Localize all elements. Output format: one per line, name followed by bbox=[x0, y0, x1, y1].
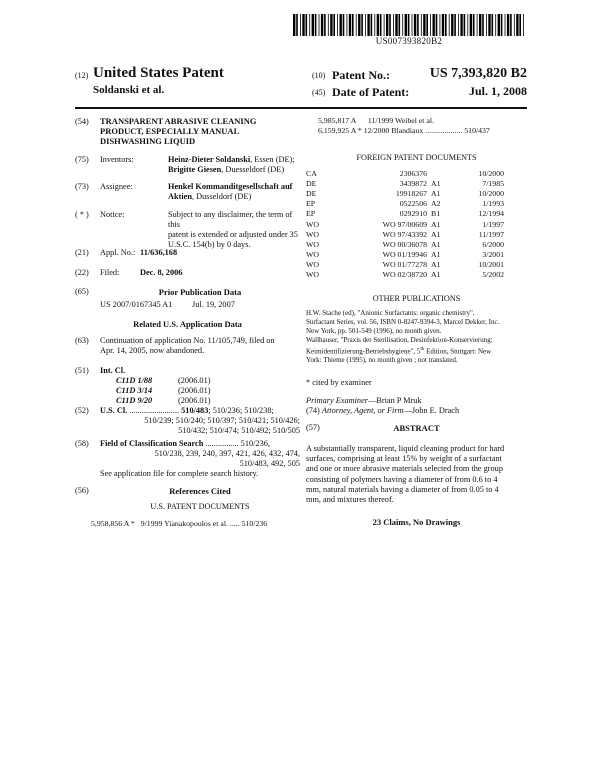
inventors-label: Inventors: bbox=[100, 155, 134, 164]
foreign-country: EP bbox=[306, 209, 316, 219]
field-74-code: (74) bbox=[306, 406, 320, 415]
int-cl-row bbox=[116, 386, 276, 396]
reference-inventor: Weibel et al. bbox=[394, 116, 434, 125]
other-publication-2 bbox=[306, 336, 527, 365]
assignee-value bbox=[168, 182, 300, 202]
field-of-search-label: Field of Classification Search bbox=[100, 439, 204, 448]
continuation-line-1: Continuation of application No. 11/105,749, filed on bbox=[100, 336, 275, 345]
foreign-date: 11/1997 bbox=[478, 229, 504, 239]
title-line-3: DISHWASHING LIQUID bbox=[100, 136, 196, 147]
other-pub-line: H.W. Stache (ed), "Anionic Surfactants: organic chemistry", bbox=[306, 309, 475, 317]
foreign-date: 6/2000 bbox=[482, 239, 504, 249]
code-10: (10) bbox=[312, 71, 326, 80]
foreign-kind: B1 bbox=[431, 209, 441, 219]
header-divider bbox=[75, 107, 527, 109]
patent-type-title: United States Patent bbox=[93, 65, 224, 81]
reference-date: 11/1999 bbox=[367, 116, 394, 125]
reference-date: 12/2000 bbox=[363, 126, 390, 135]
cited-by-examiner-note: * cited by examiner bbox=[306, 378, 372, 387]
field-21-code: (21) bbox=[75, 248, 89, 257]
us-cl-block bbox=[100, 406, 300, 436]
reference-class: 510/437 bbox=[464, 126, 490, 135]
us-cl-line-3: 510/432; 510/474; 510/492; 510/505 bbox=[178, 426, 300, 435]
attorney bbox=[306, 406, 459, 416]
us-patent-documents-heading: U.S. PATENT DOCUMENTS bbox=[150, 502, 250, 511]
foreign-date: 3/2001 bbox=[482, 250, 504, 260]
foreign-kind: A2 bbox=[431, 199, 441, 209]
reference-number: 5,985,817 bbox=[318, 116, 350, 125]
foreign-date: 5/2002 bbox=[482, 270, 504, 280]
foreign-number: WO 01/77278 bbox=[382, 260, 427, 270]
reference-leader: ..... bbox=[229, 519, 240, 528]
other-pub-line bbox=[306, 345, 527, 356]
abstract-line: surfaces, comprising at least 15% by weight of a surfactant bbox=[306, 454, 502, 464]
int-cl-version: (2006.01) bbox=[178, 396, 211, 405]
assignee-name-cont: Aktien bbox=[168, 192, 192, 201]
field-51-code: (51) bbox=[75, 366, 89, 375]
field-54-code: (54) bbox=[75, 117, 89, 126]
abstract-line: and one or more abrasive materials selected from the group bbox=[306, 464, 503, 474]
reference-cited-mark: * bbox=[130, 519, 135, 528]
int-cl-version: (2006.01) bbox=[178, 386, 211, 395]
foreign-country: WO bbox=[306, 270, 319, 280]
inventors-value bbox=[168, 155, 300, 175]
field-65-code: (65) bbox=[75, 287, 89, 296]
date-of-patent: Jul. 1, 2008 bbox=[468, 84, 527, 98]
foreign-country: WO bbox=[306, 239, 319, 249]
prior-publication-heading: Prior Publication Data bbox=[158, 287, 242, 297]
foreign-documents-table bbox=[306, 168, 504, 280]
foreign-document-row bbox=[306, 239, 504, 249]
foreign-kind: A1 bbox=[431, 260, 441, 270]
foreign-kind: A1 bbox=[431, 239, 441, 249]
primary-examiner-name: —Brian P Mruk bbox=[367, 396, 422, 405]
int-cl-row bbox=[116, 396, 276, 406]
foreign-kind: A1 bbox=[431, 188, 441, 198]
prior-publication-number: US 2007/0167345 A1 bbox=[100, 300, 173, 309]
foreign-document-row bbox=[306, 260, 504, 270]
foreign-number: WO 97/43392 bbox=[382, 229, 427, 239]
foreign-date: 10/2001 bbox=[478, 260, 504, 270]
field-73-code: (73) bbox=[75, 182, 89, 191]
field-58-code: (58) bbox=[75, 439, 89, 448]
patent-number-label: Patent No.: bbox=[332, 68, 390, 82]
assignee-label: Assignee: bbox=[100, 182, 133, 191]
int-cl-label: Int. Cl. bbox=[100, 366, 126, 375]
foreign-number: WO 00/36078 bbox=[382, 239, 427, 249]
date-of-patent-label: Date of Patent: bbox=[332, 85, 410, 99]
notice-code: ( * ) bbox=[75, 210, 89, 219]
foreign-number: 0292910 bbox=[399, 209, 427, 219]
foreign-date: 1/1993 bbox=[482, 199, 504, 209]
foreign-date: 10/2000 bbox=[478, 168, 504, 178]
reference-kind: A bbox=[123, 519, 129, 528]
foreign-kind bbox=[431, 168, 449, 178]
primary-examiner-label: Primary Examiner bbox=[306, 396, 368, 405]
other-pub-text: Keimidentifizierung-Betriebshygiene", 5 bbox=[306, 347, 421, 356]
field-52-code: (52) bbox=[75, 406, 89, 415]
inventor-2-name: Brigitte Giesen bbox=[168, 165, 222, 174]
foreign-document-row bbox=[306, 199, 504, 209]
primary-examiner bbox=[306, 396, 422, 406]
field-63-code: (63) bbox=[75, 336, 89, 345]
claims-summary: 23 Claims, No Drawings bbox=[372, 517, 461, 527]
foreign-document-row bbox=[306, 229, 504, 239]
document-number: US007393820B2 bbox=[375, 36, 443, 46]
reference-row bbox=[318, 126, 528, 136]
reference-cited-mark: * bbox=[357, 126, 362, 135]
field-56-code: (56) bbox=[75, 486, 89, 495]
int-cl-class: C11D 1/88 bbox=[116, 376, 153, 385]
notice-line-3: U.S.C. 154(b) by 0 days. bbox=[168, 240, 251, 249]
int-cl-row bbox=[116, 376, 276, 386]
int-cl-version: (2006.01) bbox=[178, 376, 211, 385]
foreign-country: WO bbox=[306, 219, 319, 229]
filed-value: Dec. 8, 2006 bbox=[140, 268, 183, 277]
foreign-kind: A1 bbox=[431, 229, 441, 239]
inventor-2-location: , Duesseldorf (DE) bbox=[221, 165, 285, 174]
reference-inventor: Yianakopoulos et al. bbox=[164, 519, 228, 528]
foreign-document-row bbox=[306, 168, 504, 178]
reference-class: 510/236 bbox=[241, 519, 268, 528]
abstract-line: consisting of polymers having a diameter of from 0.6 to 4 bbox=[306, 474, 498, 484]
appl-no-value: 11/636,168 bbox=[140, 248, 178, 257]
foreign-country: CA bbox=[306, 168, 317, 178]
field-of-search-line-2: 510/238, 239, 240, 397, 421, 426, 432, 474, bbox=[154, 449, 300, 458]
other-pub-line: New York, pp. 501-549 (1996), no month given. bbox=[306, 327, 442, 335]
foreign-kind: A1 bbox=[431, 178, 441, 188]
abstract-line: A substantially transparent, liquid cleaning product for hard bbox=[306, 444, 505, 453]
filed-label: Filed: bbox=[100, 268, 120, 277]
reference-number: 5,958,856 bbox=[91, 519, 123, 528]
foreign-date: 10/2000 bbox=[478, 188, 504, 198]
field-75-code: (75) bbox=[75, 155, 89, 164]
field-of-search-leader: ................ bbox=[205, 439, 239, 448]
foreign-kind: A1 bbox=[431, 250, 441, 260]
foreign-number: WO 01/19946 bbox=[382, 250, 427, 260]
reference-row bbox=[318, 116, 528, 126]
references-heading: References Cited bbox=[169, 486, 231, 496]
foreign-number: 2306376 bbox=[399, 168, 427, 178]
field-57-code: (57) bbox=[306, 423, 320, 432]
field-of-search-block bbox=[100, 439, 300, 479]
related-application-heading: Related U.S. Application Data bbox=[133, 319, 242, 329]
foreign-number: WO 97/00609 bbox=[382, 219, 427, 229]
code-45: (45) bbox=[312, 88, 326, 97]
foreign-country: DE bbox=[306, 178, 317, 188]
notice-line-1: Subject to any disclaimer, the term of this bbox=[168, 210, 293, 229]
notice-text bbox=[168, 210, 300, 250]
invention-title bbox=[100, 116, 300, 147]
foreign-document-row bbox=[306, 188, 504, 198]
us-cl-main: 510/483 bbox=[181, 406, 209, 415]
foreign-date: 7/1985 bbox=[482, 178, 504, 188]
foreign-country: DE bbox=[306, 188, 317, 198]
us-cl-line-2: 510/239; 510/240; 510/397; 510/421; 510/426; bbox=[144, 416, 300, 425]
abstract-text bbox=[306, 444, 527, 505]
continuation-line-2: Apr. 14, 2005, now abandoned. bbox=[100, 346, 205, 355]
code-12: (12) bbox=[75, 71, 89, 80]
title-line-2: PRODUCT, ESPECIALLY MANUAL bbox=[100, 126, 240, 137]
inventor-1-name: Heinz-Dieter Soldanski bbox=[168, 155, 251, 164]
int-cl-class: C11D 9/20 bbox=[116, 396, 153, 405]
inventor-short-name: Soldanski et al. bbox=[93, 84, 165, 96]
reference-date: 9/1999 bbox=[140, 519, 163, 528]
field-of-search-line-3: 510/483, 492, 505 bbox=[239, 459, 300, 468]
us-cl-rest: ; 510/236; 510/238; bbox=[208, 406, 274, 415]
foreign-document-row bbox=[306, 270, 504, 280]
other-publications-heading: OTHER PUBLICATIONS bbox=[372, 294, 461, 303]
foreign-number: 19918267 bbox=[395, 188, 427, 198]
barcode-image bbox=[293, 14, 525, 36]
foreign-kind: A1 bbox=[431, 270, 441, 280]
appl-no-label: Appl. No.: bbox=[100, 248, 136, 257]
reference-inventor: Blandiaux bbox=[391, 126, 424, 135]
notice-line-2: patent is extended or adjusted under 35 bbox=[168, 230, 298, 239]
field-22-code: (22) bbox=[75, 268, 89, 277]
other-pub-line: Wallhauser, "Praxis der Sterilisation, Desinfektion-Konservierung: bbox=[306, 336, 493, 344]
us-cl-leader: ........................ bbox=[129, 406, 180, 415]
foreign-country: WO bbox=[306, 260, 319, 270]
title-line-1: TRANSPARENT ABRASIVE CLEANING bbox=[100, 116, 257, 126]
reference-kind: A bbox=[350, 116, 356, 125]
field-of-search-rest: 510/236, bbox=[240, 439, 270, 448]
notice-label: Notice: bbox=[100, 210, 125, 219]
assignee-location: , Dusseldorf (DE) bbox=[191, 192, 252, 201]
foreign-country: WO bbox=[306, 229, 319, 239]
inventor-1-location: , Essen (DE); bbox=[250, 155, 295, 164]
foreign-document-row bbox=[306, 219, 504, 229]
foreign-country: EP bbox=[306, 199, 316, 209]
other-pub-line: York: Thieme (1995), no month given ; not translated. bbox=[306, 356, 458, 365]
continuation-text bbox=[100, 336, 300, 356]
foreign-documents-heading: FOREIGN PATENT DOCUMENTS bbox=[356, 153, 477, 162]
us-references-continued bbox=[318, 116, 528, 136]
other-pub-line: Surfactant Series, vol. 56, ISBN 0-8247-9394-3, Marcel Dekker, Inc. bbox=[306, 318, 500, 326]
attorney-label: Attorney, Agent, or Firm bbox=[321, 406, 404, 415]
prior-publication-date: Jul. 19, 2007 bbox=[192, 300, 235, 309]
patent-number: US 7,393,820 B2 bbox=[429, 66, 527, 81]
foreign-date: 12/1994 bbox=[478, 209, 504, 219]
int-cl-list bbox=[116, 376, 276, 406]
abstract-line: mm, and mixtures thereof. bbox=[306, 495, 394, 505]
attorney-name: —John E. Drach bbox=[403, 406, 460, 415]
reference-kind: A bbox=[350, 126, 356, 135]
other-pub-text: Edition, Stuttgart: New bbox=[424, 347, 492, 356]
other-publication-1 bbox=[306, 309, 527, 336]
foreign-kind: A1 bbox=[431, 219, 441, 229]
assignee-name: Henkel Kommanditgesellschaft auf bbox=[168, 182, 293, 191]
int-cl-class: C11D 3/14 bbox=[116, 386, 153, 395]
foreign-number: WO 02/38720 bbox=[382, 270, 427, 280]
reference-number: 6,159,925 bbox=[318, 126, 350, 135]
us-cl-label: U.S. Cl. bbox=[100, 406, 128, 415]
abstract-heading: ABSTRACT bbox=[393, 423, 440, 433]
foreign-number: 0522506 bbox=[399, 199, 427, 209]
foreign-document-row bbox=[306, 250, 504, 260]
reference-leader: ................... bbox=[425, 126, 463, 135]
reference-row bbox=[91, 519, 301, 529]
foreign-document-row bbox=[306, 209, 504, 219]
foreign-date: 1/1997 bbox=[482, 219, 504, 229]
field-of-search-note: See application file for complete search history. bbox=[100, 469, 259, 478]
foreign-country: WO bbox=[306, 250, 319, 260]
foreign-document-row bbox=[306, 178, 504, 188]
superscript: th bbox=[420, 347, 425, 352]
foreign-number: 3439872 bbox=[399, 178, 427, 188]
abstract-line: mm, natural materials having a diameter of from 0.05 to 4 bbox=[306, 484, 499, 494]
